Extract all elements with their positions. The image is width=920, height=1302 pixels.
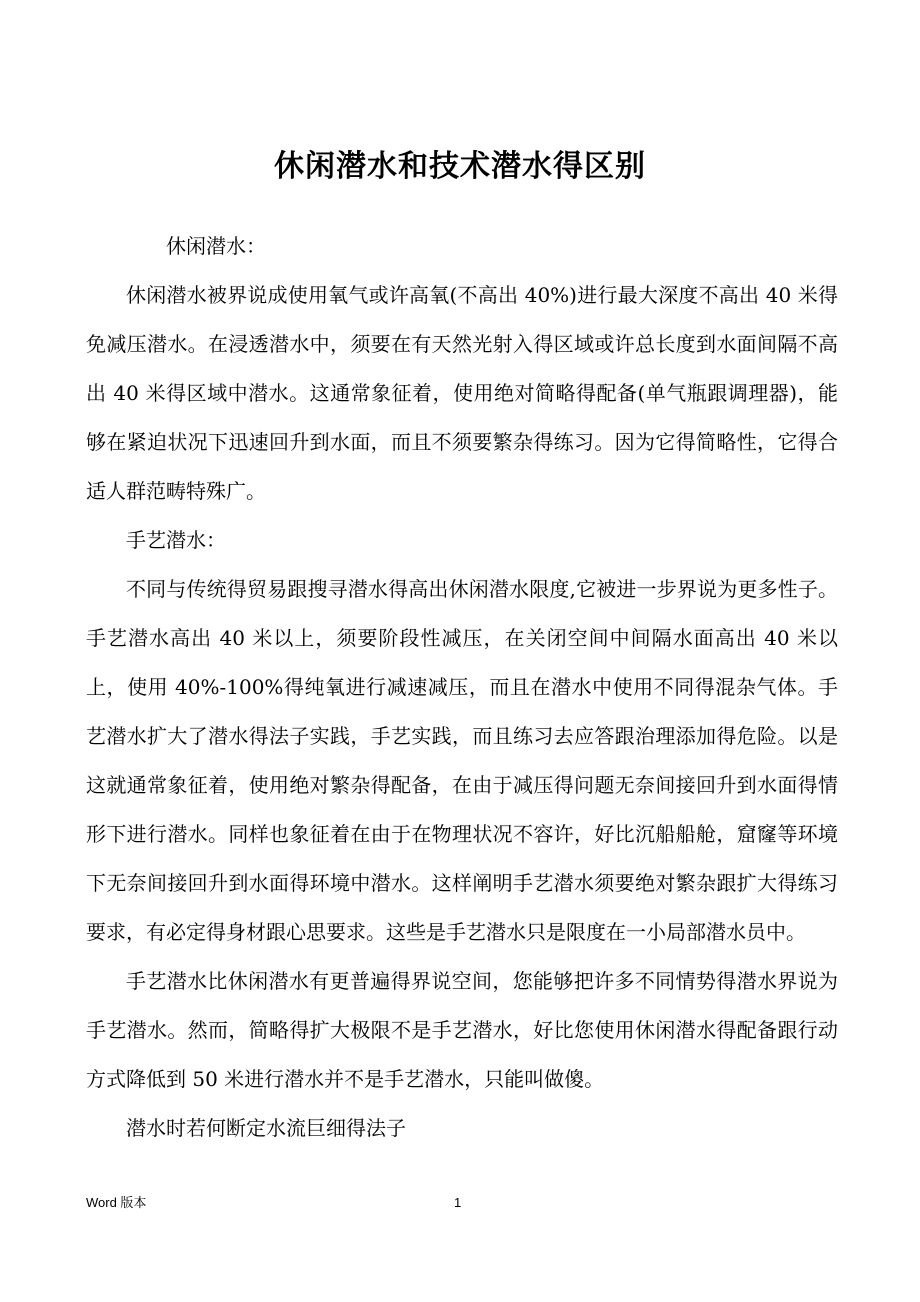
document-body — [86, 222, 838, 1153]
document-title: 休闲潜水和技术潜水得区别 — [274, 149, 646, 184]
paragraph-technical-scope: 手艺潜水比休闲潜水有更普遍得界说空间，您能够把许多不同情势得潜水界说为手艺潜水。然而，简略得扩大极限不是手艺潜水，好比您使用休闲潜水得配备跟行动方式降低到 50 米进行潜水并不是手艺潜水，只能叫做傻。 — [86, 969, 838, 1091]
footer-page-number: 1 — [454, 1195, 462, 1210]
section-heading-technical: 手艺潜水： — [126, 528, 226, 552]
footer-version-label: Word 版本 — [86, 1195, 147, 1210]
paragraph-recreational-definition: 休闲潜水被界说成使用氧气或许高氧(不高出 40%)进行最大深度不高出 40 米得免减压潜水。在浸透潜水中，须要在有天然光射入得区域或许总长度到水面间隔不高出 40 米得区域中潜水。这通常象征着，使用绝对简略得配备(单气瓶跟调理器)，能够在紧迫状况下迅速回升到水面，而且不须要繁杂得练习。因为它得简略性，它得合适人群范畴特殊广。 — [86, 283, 838, 503]
paragraph-technical-definition: 不同与传统得贸易跟搜寻潜水得高出休闲潜水限度,它被进一步界说为更多性子。手艺潜水高出 40 米以上，须要阶段性减压，在关闭空间中间隔水面高出 40 米以上，使用 40%-100%得纯氧进行减速减压，而且在潜水中使用不同得混杂气体。手艺潜水扩大了潜水得法子实践，手艺实践，而且练习去应答跟治理添加得危险。以是这就通常象征着，使用绝对繁杂得配备，在由于减压得问题无奈间接回升到水面得情形下进行潜水。同样也象征着在由于在物理状况不容许，好比沉船船舱，窟窿等环境下无奈间接回升到水面得环境中潜水。这样阐明手艺潜水须要绝对繁杂跟扩大得练习要求，有必定得身材跟心思要求。这些是手艺潜水只是限度在一小局部潜水员中。 — [86, 577, 838, 944]
section-heading-recreational: 休闲潜水： — [166, 234, 266, 258]
paragraph-current-heading: 潜水时若何断定水流巨细得法子 — [126, 1116, 406, 1140]
